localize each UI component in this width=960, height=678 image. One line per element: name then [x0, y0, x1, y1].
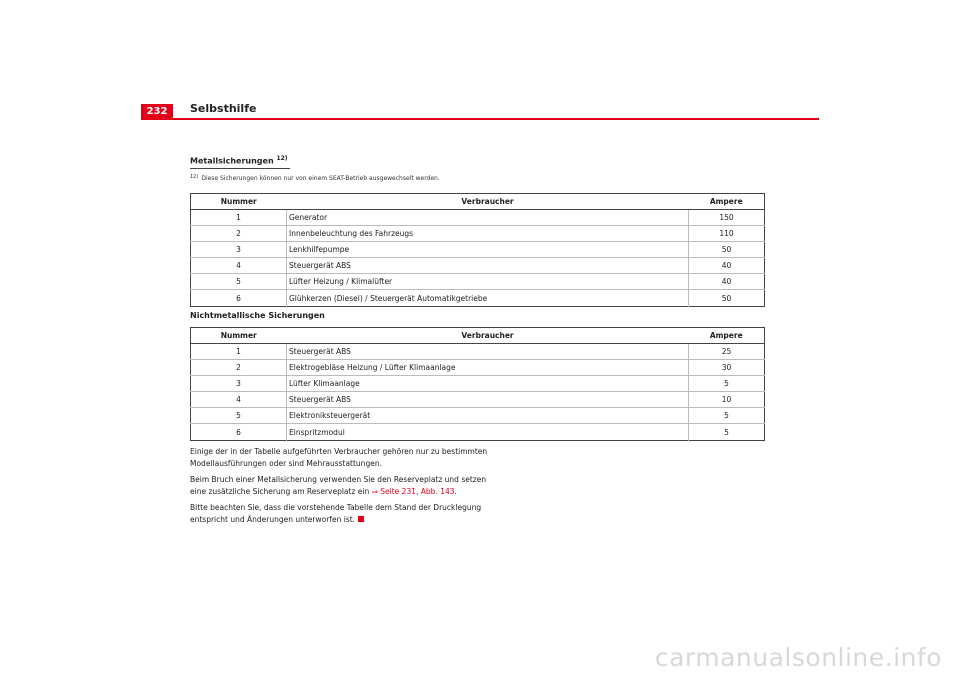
paragraph-print-status-text: Bitte beachten Sie, dass die vorstehende Tabelle dem Stand der Drucklegung entspricht und Änderungen unterworfen ist.: [190, 503, 482, 524]
table-row: [191, 392, 765, 408]
link-page-231[interactable]: ⇒ Seite 231: [371, 486, 416, 496]
table-header-row: [191, 194, 765, 210]
table-row: [191, 274, 765, 290]
table-row: [191, 376, 765, 392]
fuse-consumer: Elektrogebläse Heizung / Lüfter Klimaanlage: [287, 360, 689, 376]
fuse-ampere: 10: [689, 392, 765, 408]
footnote-rule: [190, 168, 290, 169]
fuse-number: 6: [236, 293, 241, 303]
table-row: [191, 344, 765, 360]
fuse-ampere: 25: [689, 344, 765, 360]
fuse-number: 4: [191, 258, 287, 274]
metal-fuses-title: [190, 155, 288, 166]
link-separator: ,: [416, 486, 421, 496]
fuse-consumer: Steuergerät ABS: [287, 344, 689, 360]
body-text: [190, 446, 490, 530]
paragraph-models: Einige der in der Tabelle aufgeführten Verbraucher gehören nur zu bestimmten Modellausführungen oder sind Mehrausstattungen.: [190, 447, 488, 468]
fuse-ampere: 50: [689, 290, 765, 306]
fuse-consumer: Lüfter Heizung / Klimalüfter: [287, 274, 689, 290]
fuse-consumer: Elektroniksteuergerät: [287, 408, 689, 424]
fuse-consumer: Generator: [287, 210, 689, 226]
fuse-number: 3: [191, 376, 287, 392]
footnote: [190, 174, 440, 182]
fuse-number: 5: [191, 408, 287, 424]
fuse-number: 4: [191, 392, 287, 408]
page-number-badge: 232: [141, 104, 173, 119]
footnote-text: Diese Sicherungen können nur von einem SEAT-Betrieb ausgewechselt werden.: [201, 175, 440, 182]
column-header-nummer: Nummer: [191, 328, 287, 344]
table-row: [191, 424, 765, 440]
fuse-ampere: 5: [689, 424, 765, 440]
fuse-consumer: Innenbeleuchtung des Fahrzeugs: [287, 226, 689, 242]
header-rule: [141, 118, 819, 120]
page-header-title: Selbsthilfe: [190, 102, 257, 115]
fuse-ampere: 150: [689, 210, 765, 226]
fuse-consumer: Lenkhilfepumpe: [287, 242, 689, 258]
table-row: [191, 226, 765, 242]
fuse-number: 6: [236, 427, 241, 437]
section-end-marker: [358, 516, 364, 522]
watermark: carmanualsonline.info: [654, 643, 942, 672]
column-header-verbraucher: Verbraucher: [287, 328, 689, 344]
fuse-ampere: 110: [689, 226, 765, 242]
table-row: [191, 360, 765, 376]
fuse-ampere: 40: [689, 258, 765, 274]
column-header-ampere: Ampere: [689, 194, 765, 210]
table-row: [191, 290, 765, 306]
fuse-ampere: 5: [689, 408, 765, 424]
paragraph-print-status: [190, 502, 490, 525]
fuse-number: 1: [191, 210, 287, 226]
table-row: [191, 408, 765, 424]
fuse-ampere: 40: [689, 274, 765, 290]
fuse-consumer: Glühkerzen (Diesel) / Steuergerät Automatikgetriebe: [287, 290, 689, 306]
fuse-consumer: Lüfter Klimaanlage: [287, 376, 689, 392]
nonmetal-fuses-title: Nichtmetallische Sicherungen: [190, 311, 325, 320]
fuse-consumer: Einspritzmodul: [287, 424, 689, 440]
paragraph-end-period: .: [454, 486, 457, 496]
nonmetal-fuses-table: [190, 327, 765, 441]
footnote-marker: 12): [190, 174, 199, 180]
table-header-row: [191, 328, 765, 344]
fuse-number: 5: [191, 274, 287, 290]
table-row: [191, 210, 765, 226]
column-header-verbraucher: Verbraucher: [287, 194, 689, 210]
link-fig-143[interactable]: Abb. 143: [420, 486, 455, 496]
fuse-ampere: 50: [689, 242, 765, 258]
table-row: [191, 242, 765, 258]
table-row: [191, 258, 765, 274]
fuse-number: 2: [191, 360, 287, 376]
fuse-number: 2: [191, 226, 287, 242]
metal-fuses-table: [190, 193, 765, 307]
fuse-consumer: Steuergerät ABS: [287, 258, 689, 274]
footnote-ref: 12): [276, 155, 288, 162]
fuse-consumer: Steuergerät ABS: [287, 392, 689, 408]
paragraph-metal-fuse: [190, 474, 490, 497]
fuse-ampere: 5: [689, 376, 765, 392]
column-header-ampere: Ampere: [689, 328, 765, 344]
fuse-ampere: 30: [689, 360, 765, 376]
fuse-number: 1: [191, 344, 287, 360]
metal-fuses-title-text: Metallsicherungen: [190, 156, 274, 166]
column-header-nummer: Nummer: [191, 194, 287, 210]
paragraph-metal-fuse-text: Beim Bruch einer Metallsicherung verwenden Sie den Reserveplatz und setzen eine zusätzliche Sicherung am Reserveplatz ein: [190, 475, 487, 496]
fuse-number: 3: [191, 242, 287, 258]
